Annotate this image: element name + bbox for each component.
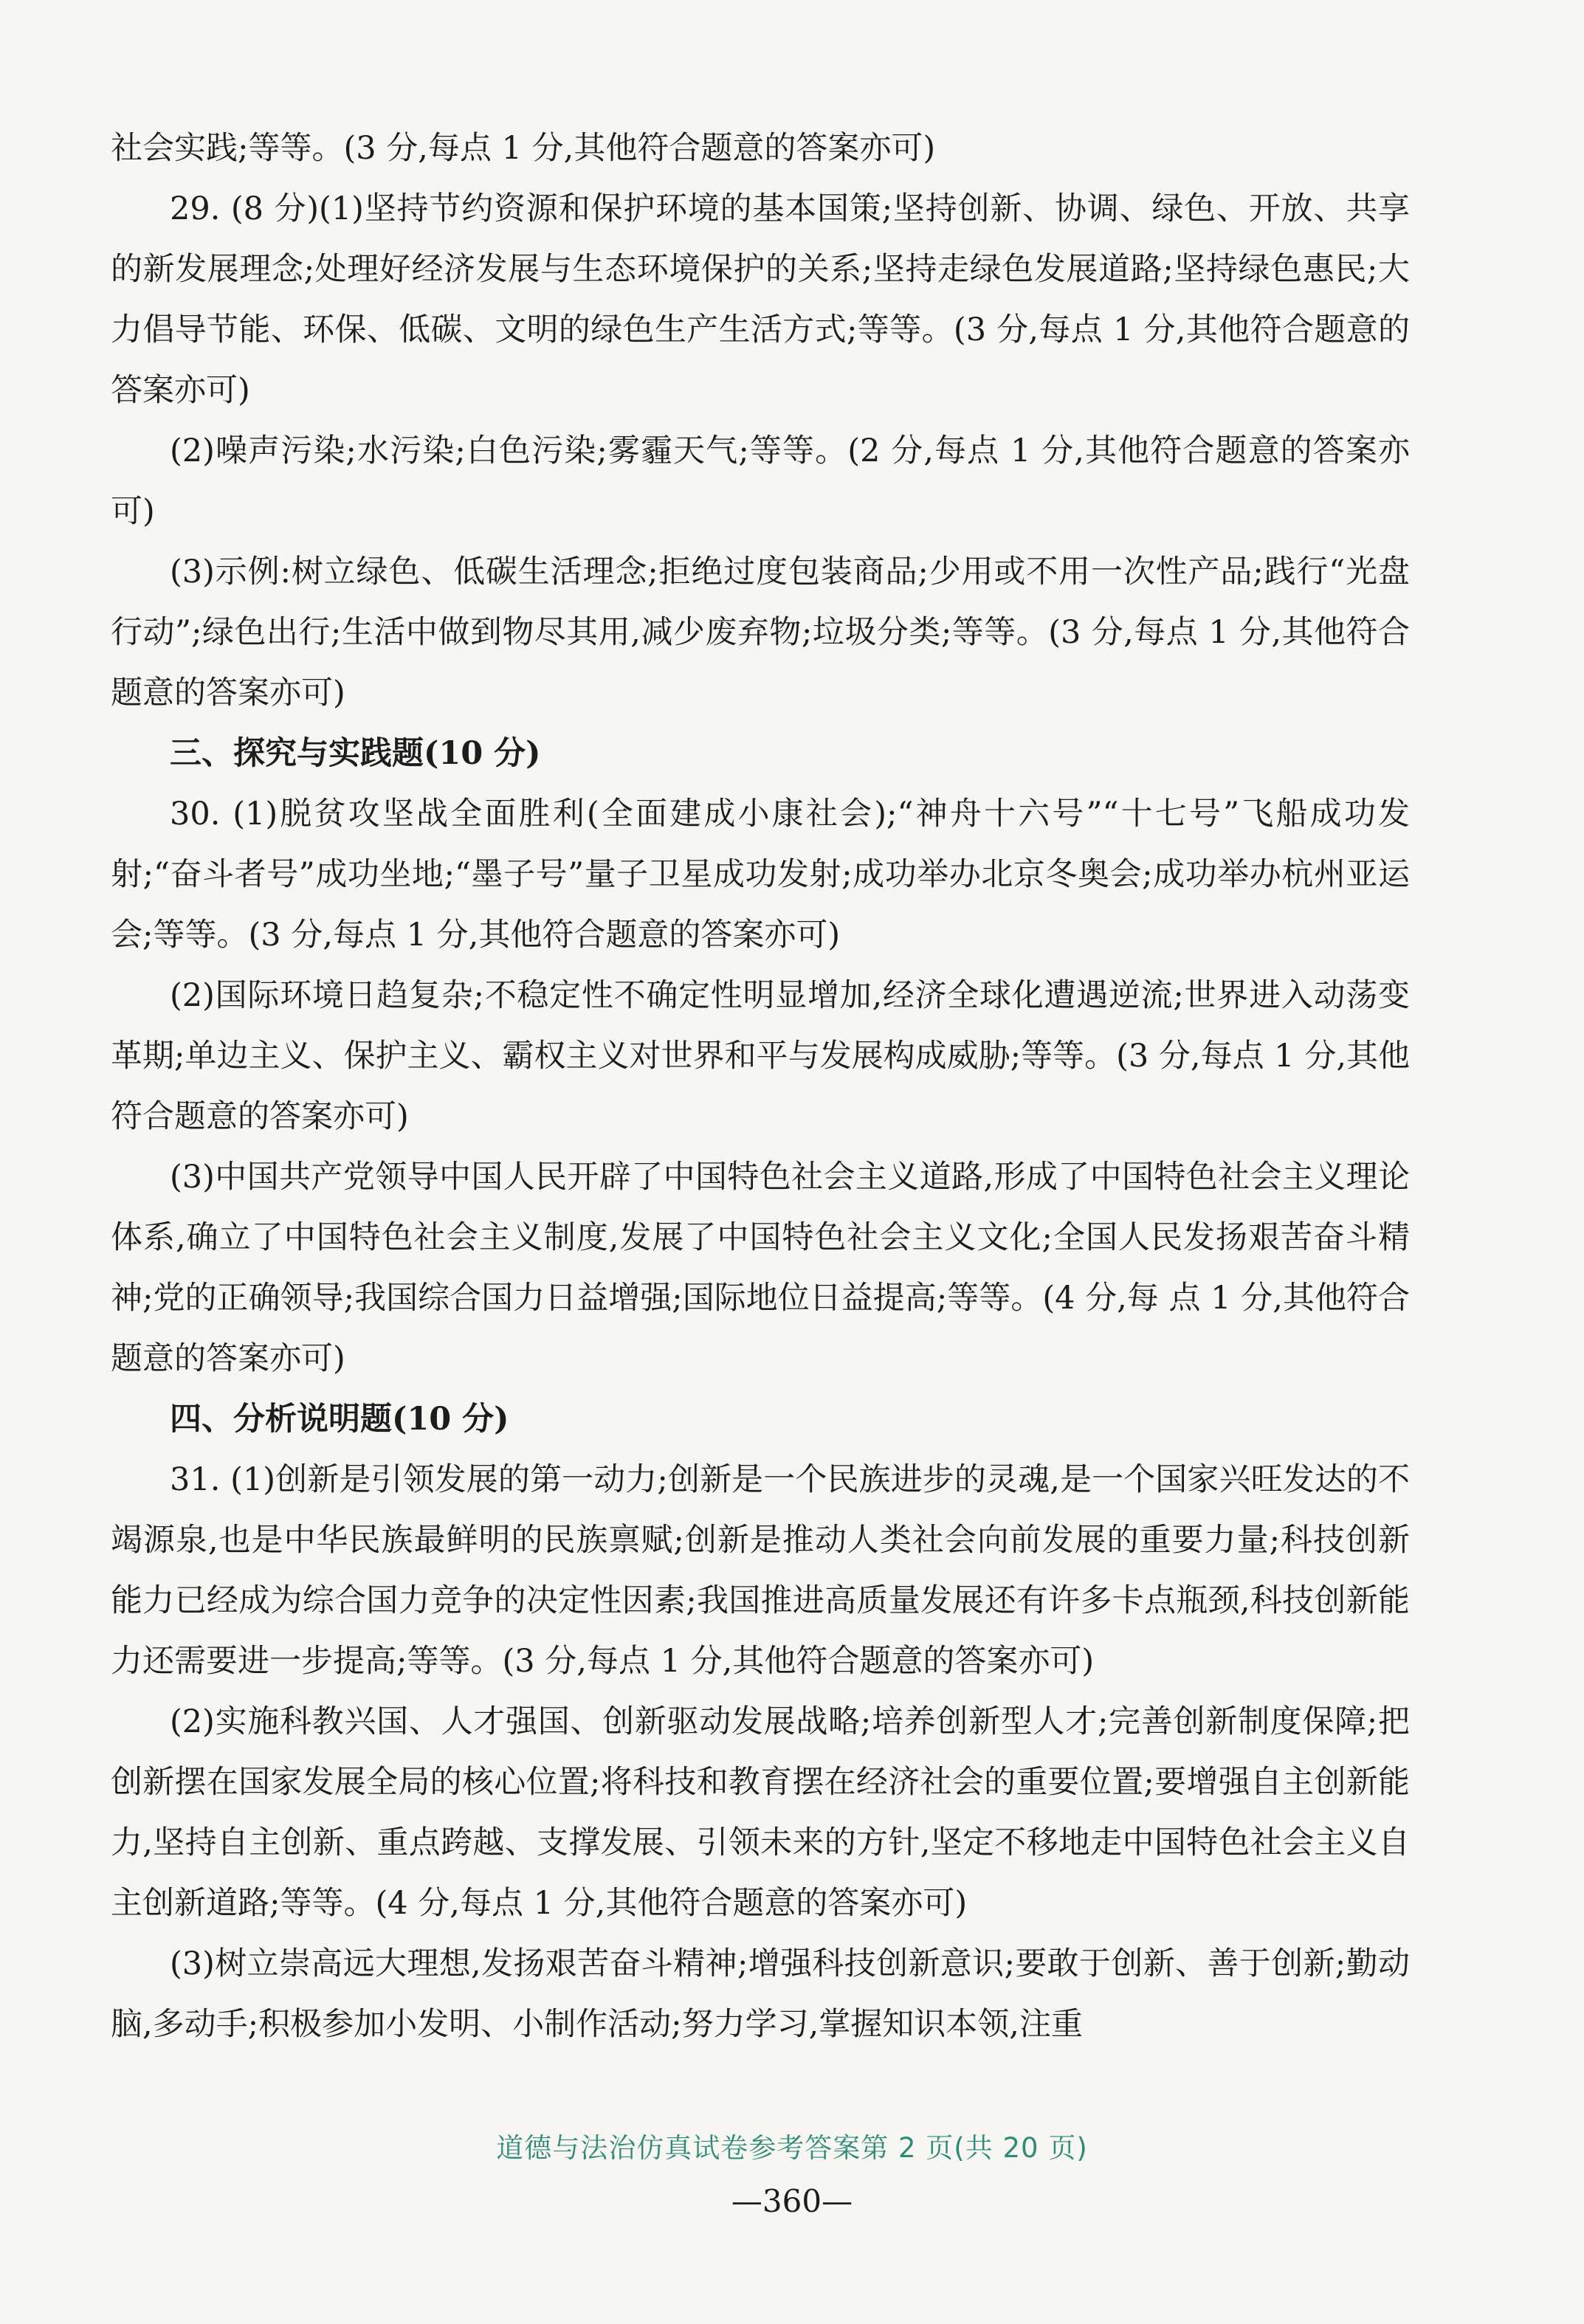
paragraph-q29-part1: 29. (8 分)(1)坚持节约资源和保护环境的基本国策;坚持创新、协调、绿色、开放、共享的新发展理念;处理好经济发展与生态环境保护的关系;坚持走绿色发展道路;坚持绿色惠民;大力倡导节能、环保、低碳、文明的绿色生产生活方式;等等。(3 分,每点 1 分,其他符合题意的答案亦可) <box>111 190 1410 409</box>
section-heading-analysis: 四、分析说明题(10 分) <box>170 1401 509 1438</box>
paragraph-q31-part2: (2)实施科教兴国、人才强国、创新驱动发展战略;培养创新型人才;完善创新制度保障;把创新摆在国家发展全局的核心位置;将科技和教育摆在经济社会的重要位置;要增强自主创新能力,坚持自主创新、重点跨越、支撑发展、引领未来的方针,坚定不移地走中国特色社会主义自主创新道路;等等。(4 分,每点 1 分,其他符合题意的答案亦可) <box>111 1703 1410 1922</box>
paragraph-q29-part3: (3)示例:树立绿色、低碳生活理念;拒绝过度包装商品;少用或不用一次性产品;践行“光盘行动”;绿色出行;生活中做到物尽其用,减少废弃物;垃圾分类;等等。(3 分,每点 1 分,其他符合题意的答案亦可) <box>111 554 1410 711</box>
paragraph-q30-part3: (3)中国共产党领导中国人民开辟了中国特色社会主义道路,形成了中国特色社会主义理论体系,确立了中国特色社会主义制度,发展了中国特色社会主义文化;全国人民发扬艰苦奋斗精神;党的正确领导;我国综合国力日益增强;国际地位日益提高;等等。(4 分,每 点 1 分,其他符合题意的答案亦可) <box>111 1159 1410 1377</box>
section-heading-inquiry-practice: 三、探究与实践题(10 分) <box>170 735 541 772</box>
answer-key-body <box>111 118 1410 2055</box>
paragraph-q31-part1: 31. (1)创新是引领发展的第一动力;创新是一个民族进步的灵魂,是一个国家兴旺发达的不竭源泉,也是中华民族最鲜明的民族禀赋;创新是推动人类社会向前发展的重要力量;科技创新能力已经成为综合国力竞争的决定性因素;我国推进高质量发展还有许多卡点瓶颈,科技创新能力还需要进一步提高;等等。(3 分,每点 1 分,其他符合题意的答案亦可) <box>111 1461 1410 1680</box>
paragraph-q30-part2: (2)国际环境日趋复杂;不稳定性不确定性明显增加,经济全球化遭遇逆流;世界进入动荡变革期;单边主义、保护主义、霸权主义对世界和平与发展构成威胁;等等。(3 分,每点 1 分,其他符合题意的答案亦可) <box>111 977 1410 1135</box>
footer-title: 道德与法治仿真试卷参考答案第 2 页(共 20 页) <box>496 2132 1088 2164</box>
paragraph-q31-part3: (3)树立崇高远大理想,发扬艰苦奋斗精神;增强科技创新意识;要敢于创新、善于创新;勤动脑,多动手;积极参加小发明、小制作活动;努力学习,掌握知识本领,注重 <box>111 1945 1410 2043</box>
page-number: —360— <box>731 2183 853 2219</box>
paragraph-q29-part2: (2)噪声污染;水污染;白色污染;雾霾天气;等等。(2 分,每点 1 分,其他符合题意的答案亦可) <box>111 432 1410 530</box>
paragraph-q30-part1: 30. (1)脱贫攻坚战全面胜利(全面建成小康社会);“神舟十六号”“十七号”飞船成功发射;“奋斗者号”成功坐地;“墨子号”量子卫星成功发射;成功举办北京冬奥会;成功举办杭州亚运会;等等。(3 分,每点 1 分,其他符合题意的答案亦可) <box>111 796 1410 954</box>
paragraph-q28-continued: 社会实践;等等。(3 分,每点 1 分,其他符合题意的答案亦可) <box>111 130 936 167</box>
